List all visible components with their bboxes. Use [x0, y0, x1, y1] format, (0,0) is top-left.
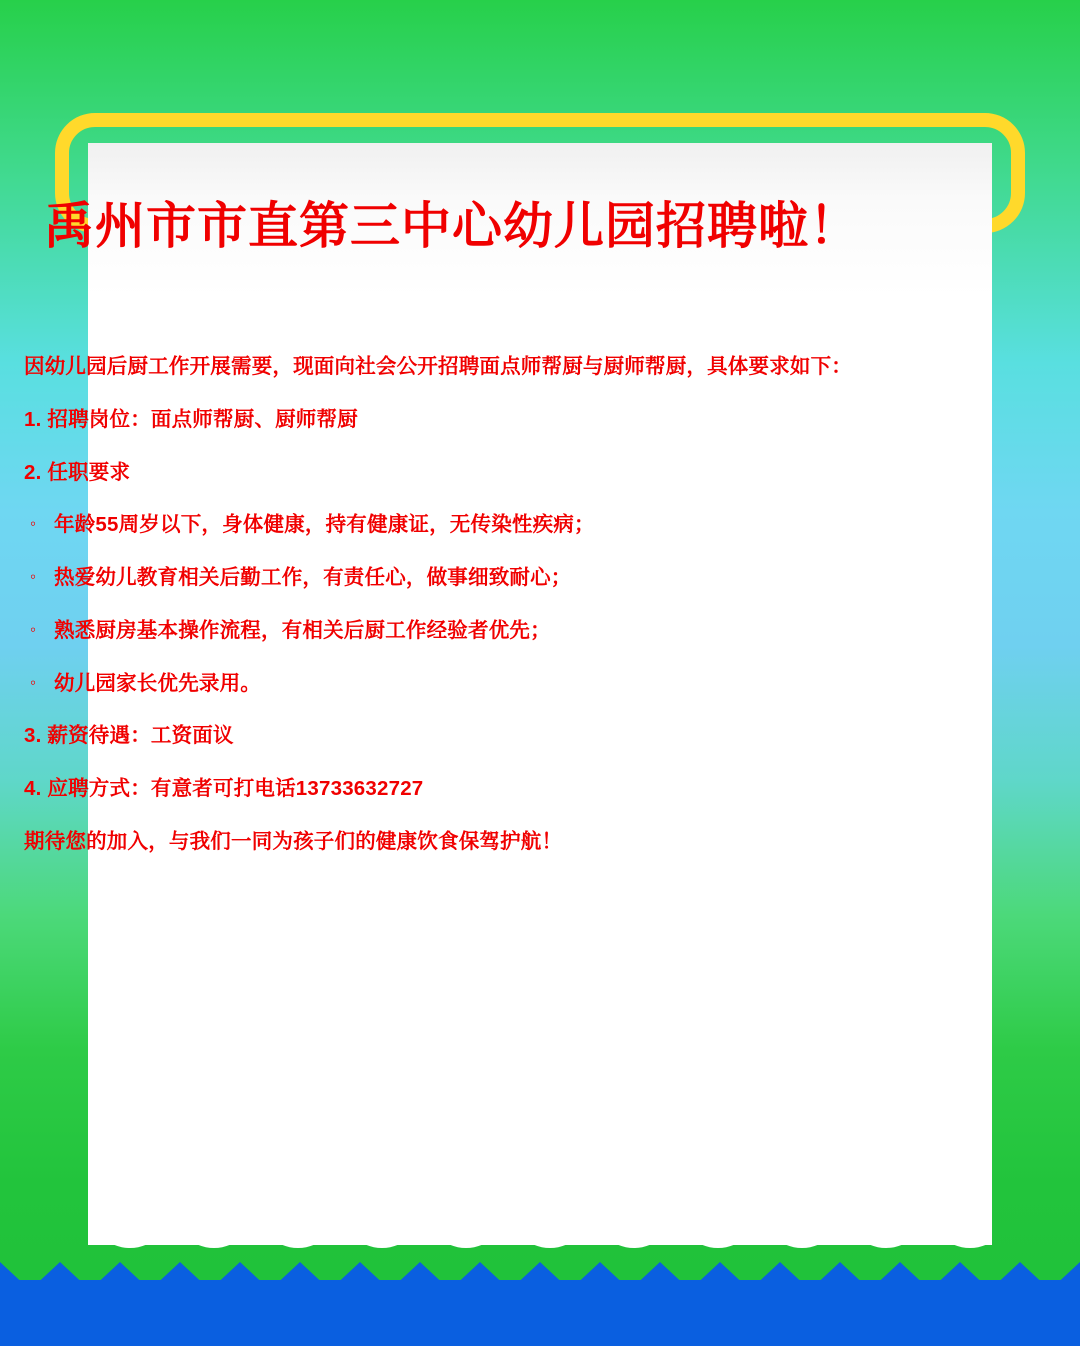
- item-apply: 4. 应聘方式：有意者可打电话13733632727: [24, 777, 424, 800]
- item-positions: 1. 招聘岗位：面点师帮厨、厨师帮厨: [24, 407, 358, 431]
- bullet-icon: ◦: [30, 514, 37, 534]
- requirement-item-3: [24, 616, 884, 647]
- bullet-icon: ◦: [30, 567, 37, 586]
- requirement-text: 熟悉厨房基本操作流程，有相关后厨工作经验者优先；: [54, 618, 551, 642]
- requirement-item-1: [24, 510, 884, 541]
- requirement-text: 年龄55周岁以下，身体健康，持有健康证，无传染性疾病；: [54, 513, 595, 537]
- page-title: 禹州市市直第三中心幼儿园招聘啦！: [44, 198, 860, 254]
- requirement-text: 幼儿园家长优先录用。: [54, 671, 261, 695]
- poster-body: [24, 352, 884, 858]
- bullet-icon: ◦: [30, 672, 37, 692]
- requirement-text: 热爱幼儿教育相关后勤工作，有责任心，做事细致耐心；: [54, 566, 572, 589]
- item-requirements-heading: 2. 任职要求: [24, 460, 131, 484]
- item-salary: 3. 薪资待遇：工资面议: [24, 724, 234, 748]
- requirement-item-2: [24, 563, 884, 594]
- requirement-item-4: [24, 669, 884, 700]
- card-scalloped-edge: [88, 1196, 992, 1248]
- bullet-icon: ◦: [30, 619, 37, 639]
- lead-paragraph: 因幼儿园后厨工作开展需要，现面向社会公开招聘面点师帮厨与厨师帮厨，具体要求如下：: [24, 355, 852, 378]
- closing-paragraph: 期待您的加入，与我们一同为孩子们的健康饮食保驾护航！: [24, 829, 563, 853]
- bottom-blue-band: [0, 1280, 1080, 1346]
